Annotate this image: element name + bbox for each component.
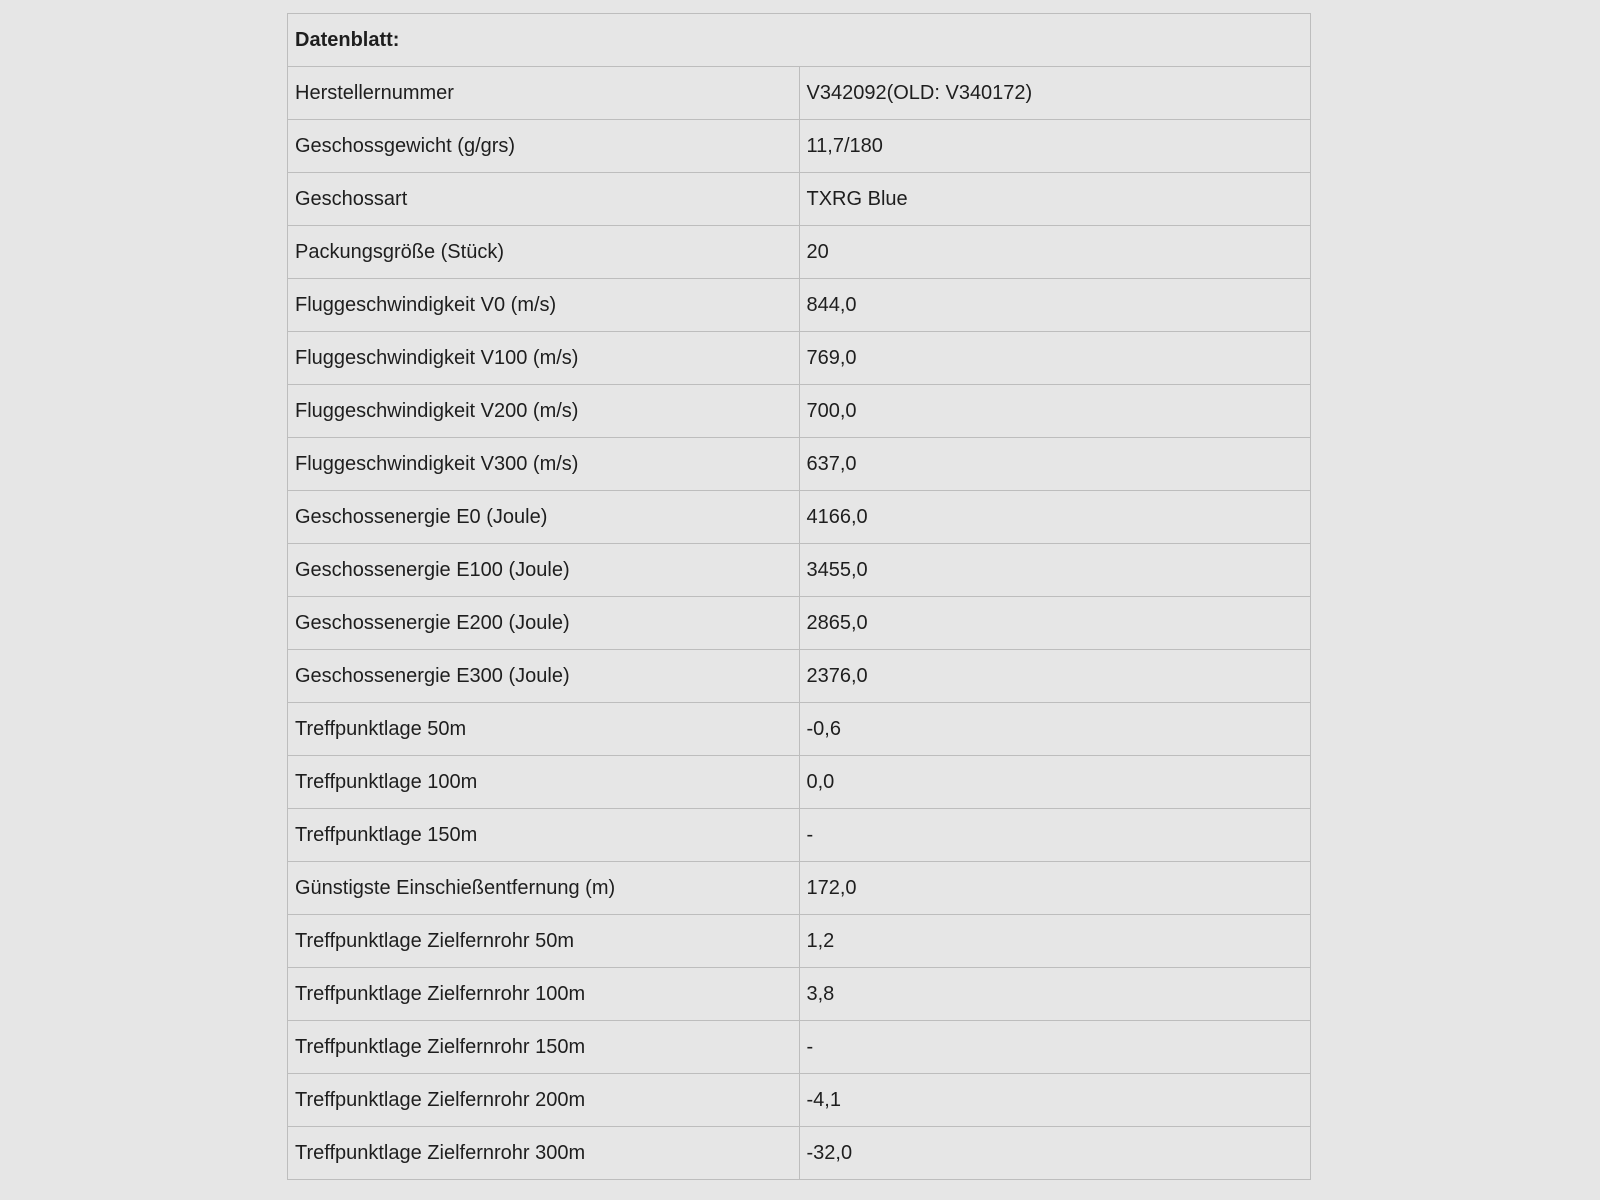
row-value: 844,0: [799, 279, 1311, 332]
table-row: [288, 597, 1311, 650]
row-label: Geschossenergie E100 (Joule): [288, 544, 800, 597]
table-row: [288, 279, 1311, 332]
row-label: Geschossart: [288, 173, 800, 226]
row-value: 3455,0: [799, 544, 1311, 597]
row-value: 11,7/180: [799, 120, 1311, 173]
row-value: 769,0: [799, 332, 1311, 385]
row-label: Treffpunktlage Zielfernrohr 50m: [288, 915, 800, 968]
row-label: Fluggeschwindigkeit V0 (m/s): [288, 279, 800, 332]
table-row: [288, 1127, 1311, 1180]
table-row: [288, 968, 1311, 1021]
datasheet-body: [288, 14, 1311, 1180]
row-value: -: [799, 809, 1311, 862]
row-label: Geschossgewicht (g/grs): [288, 120, 800, 173]
table-row: [288, 544, 1311, 597]
row-label: Geschossenergie E300 (Joule): [288, 650, 800, 703]
table-row: [288, 650, 1311, 703]
row-value: 0,0: [799, 756, 1311, 809]
table-row: [288, 703, 1311, 756]
table-row: [288, 756, 1311, 809]
row-value: 637,0: [799, 438, 1311, 491]
row-label: Treffpunktlage Zielfernrohr 300m: [288, 1127, 800, 1180]
row-label: Fluggeschwindigkeit V300 (m/s): [288, 438, 800, 491]
table-row: [288, 862, 1311, 915]
row-value: 1,2: [799, 915, 1311, 968]
row-label: Fluggeschwindigkeit V100 (m/s): [288, 332, 800, 385]
row-value: -0,6: [799, 703, 1311, 756]
row-value: 2376,0: [799, 650, 1311, 703]
row-label: Packungsgröße (Stück): [288, 226, 800, 279]
table-row: [288, 1021, 1311, 1074]
row-value: 4166,0: [799, 491, 1311, 544]
datasheet-table: [287, 13, 1311, 1180]
row-value: 700,0: [799, 385, 1311, 438]
row-value: -4,1: [799, 1074, 1311, 1127]
row-label: Günstigste Einschießentfernung (m): [288, 862, 800, 915]
row-value: -32,0: [799, 1127, 1311, 1180]
row-label: Treffpunktlage 50m: [288, 703, 800, 756]
row-value: -: [799, 1021, 1311, 1074]
row-label: Treffpunktlage Zielfernrohr 150m: [288, 1021, 800, 1074]
row-label: Herstellernummer: [288, 67, 800, 120]
row-value: 172,0: [799, 862, 1311, 915]
table-row: [288, 1074, 1311, 1127]
row-value: 20: [799, 226, 1311, 279]
row-label: Treffpunktlage Zielfernrohr 200m: [288, 1074, 800, 1127]
table-row: [288, 915, 1311, 968]
row-label: Geschossenergie E200 (Joule): [288, 597, 800, 650]
table-row: [288, 438, 1311, 491]
row-label: Treffpunktlage Zielfernrohr 100m: [288, 968, 800, 1021]
row-label: Fluggeschwindigkeit V200 (m/s): [288, 385, 800, 438]
table-row: [288, 809, 1311, 862]
datasheet-title: Datenblatt:: [288, 14, 1311, 67]
row-value: V342092(OLD: V340172): [799, 67, 1311, 120]
row-value: 2865,0: [799, 597, 1311, 650]
row-label: Treffpunktlage 150m: [288, 809, 800, 862]
table-row: [288, 491, 1311, 544]
datasheet-header-row: [288, 14, 1311, 67]
table-row: [288, 332, 1311, 385]
table-row: [288, 173, 1311, 226]
table-row: [288, 67, 1311, 120]
row-value: 3,8: [799, 968, 1311, 1021]
table-row: [288, 120, 1311, 173]
row-value: TXRG Blue: [799, 173, 1311, 226]
row-label: Treffpunktlage 100m: [288, 756, 800, 809]
row-label: Geschossenergie E0 (Joule): [288, 491, 800, 544]
table-row: [288, 226, 1311, 279]
table-row: [288, 385, 1311, 438]
